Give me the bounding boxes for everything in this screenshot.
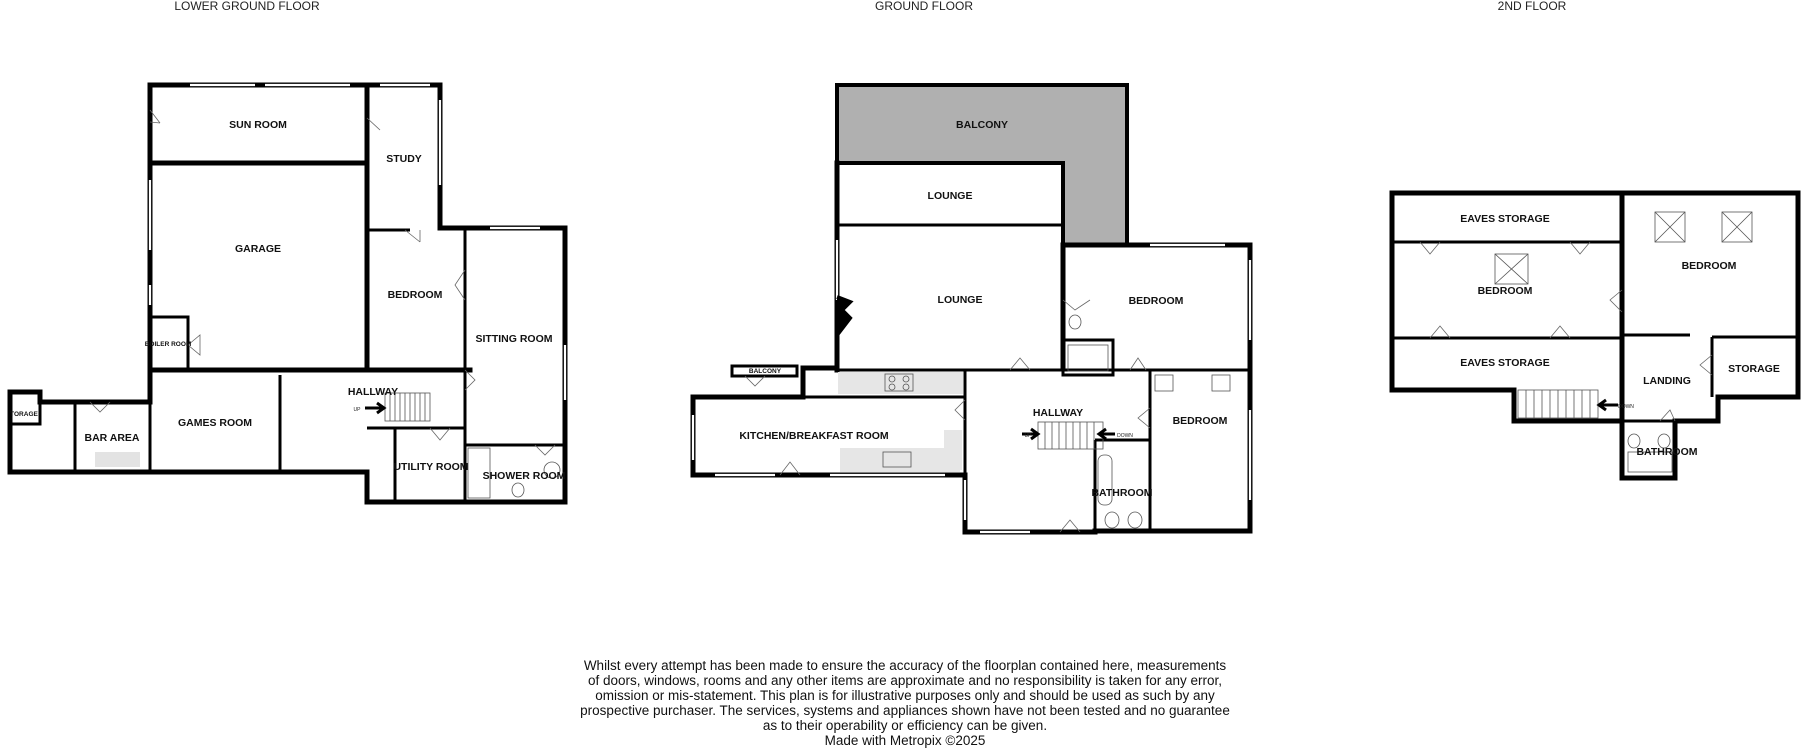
room-label-games-room: GAMES ROOM	[177, 417, 253, 429]
room-label-hallway: HALLWAY	[347, 386, 399, 398]
room-label-boiler-room: BOILER ROOM	[144, 341, 192, 348]
room-label-kitchen-breakfast: KITCHEN/BREAKFAST ROOM	[739, 430, 889, 442]
room-label-sitting-room: SITTING ROOM	[475, 333, 553, 345]
stair-label-up: UP	[1024, 433, 1032, 439]
disclaimer-line: omission or mis-statement. This plan is for illustrative purposes only and should be used as such by any	[595, 688, 1215, 703]
room-label-lounge: LOUNGE	[937, 294, 983, 306]
room-label-utility-room: UTILITY ROOM	[393, 461, 469, 473]
floor-title-second: 2ND FLOOR	[1497, 0, 1567, 13]
room-label-bar-area: BAR AREA	[84, 432, 140, 444]
floor-title-lower-ground: LOWER GROUND FLOOR	[174, 0, 320, 13]
room-label-bathroom: BATHROOM	[1091, 487, 1153, 499]
room-label-sun-room: SUN ROOM	[229, 119, 287, 131]
disclaimer-line: Whilst every attempt has been made to ensure the accuracy of the floorplan contained here, measurements	[583, 658, 1227, 673]
ground-floor-plan	[693, 85, 1250, 532]
second-floor-plan	[1392, 193, 1798, 478]
room-label-storage: TORAGE	[10, 411, 38, 418]
disclaimer-line: of doors, windows, rooms and any other items are approximate and no responsibility is taken for any error,	[587, 673, 1223, 688]
room-label-bedroom-1: BEDROOM	[1128, 295, 1184, 307]
room-label-study: STUDY	[386, 153, 422, 165]
room-label-shower-room: SHOWER ROOM	[482, 470, 566, 482]
room-label-hallway: HALLWAY	[1032, 407, 1084, 419]
room-label-bedroom-2: BEDROOM	[1172, 415, 1228, 427]
stair-label-down: DOWN	[1117, 433, 1133, 439]
lower-ground-floor-plan	[10, 85, 566, 502]
disclaimer-line: prospective purchaser. The services, systems and appliances shown have not been tested and no guarantee	[580, 703, 1230, 718]
room-label-landing: LANDING	[1643, 375, 1691, 387]
ground-floor-stairs	[1022, 422, 1133, 449]
room-label-bedroom-right: BEDROOM	[1681, 260, 1737, 272]
room-label-eaves-storage-top: EAVES STORAGE	[1460, 213, 1550, 225]
room-label-garage: GARAGE	[234, 243, 282, 255]
room-label-balcony-small: BALCONY	[748, 368, 782, 375]
floor-title-ground: GROUND FLOOR	[874, 0, 974, 13]
room-label-eaves-storage-bottom: EAVES STORAGE	[1460, 357, 1550, 369]
disclaimer-text	[560, 658, 1250, 748]
room-label-bedroom: BEDROOM	[387, 289, 443, 301]
second-floor-stairs	[1518, 390, 1634, 418]
room-label-bathroom: BATHROOM	[1636, 446, 1698, 458]
disclaimer-line: as to their operability or efficiency can be given.	[762, 718, 1048, 733]
stair-label-down: DOWN	[1618, 404, 1634, 410]
room-label-lounge-upper: LOUNGE	[927, 190, 973, 202]
room-label-balcony: BALCONY	[956, 119, 1008, 131]
room-label-bedroom-left: BEDROOM	[1477, 285, 1533, 297]
stair-label-up: UP	[353, 407, 361, 413]
room-label-storage: STORAGE	[1728, 363, 1780, 375]
disclaimer-credit: Made with Metropix ©2025	[824, 733, 986, 748]
